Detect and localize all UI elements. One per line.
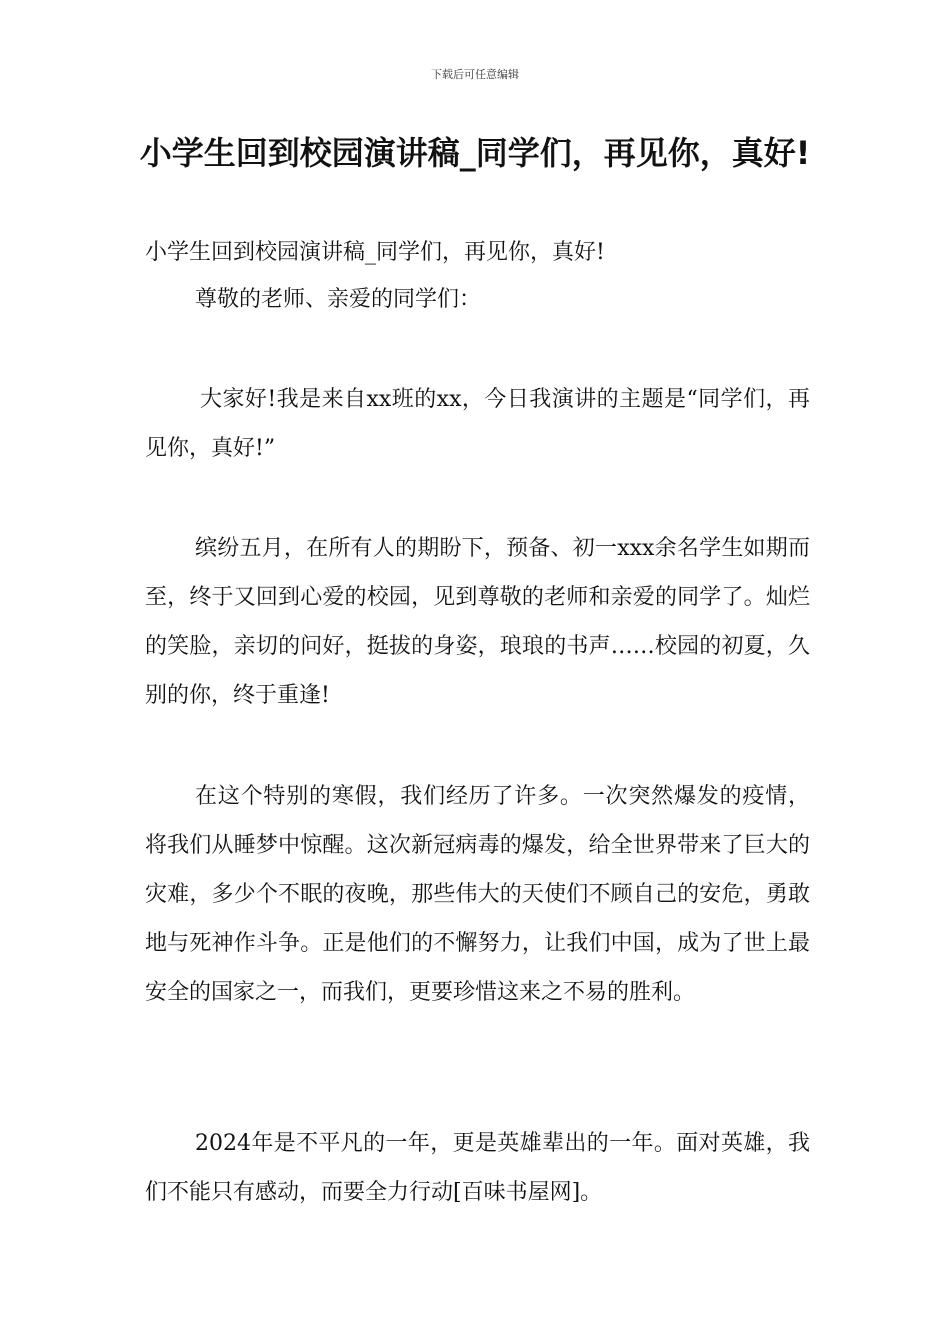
subtitle-line: 小学生回到校园演讲稿_同学们，再见你，真好! [145, 240, 605, 265]
greeting-line: 尊敬的老师、亲爱的同学们： [195, 287, 482, 312]
paragraph-1: 大家好!我是来自xx班的xx，今日我演讲的主题是“同学们，再见你，真好!” [145, 387, 810, 461]
paragraph-4: 2024年是不平凡的一年，更是英雄辈出的一年。面对英雄，我们不能只有感动，而要全力行动[百味书屋网]。 [145, 1131, 810, 1205]
paragraph-2: 缤纷五月，在所有人的期盼下，预备、初一xxx余名学生如期而至，终于又回到心爱的校园，见到尊敬的老师和亲爱的同学了。灿烂的笑脸，亲切的问好，挺拔的身姿，琅琅的书声……校园的初夏，久别的你，终于重逢! [145, 536, 810, 708]
paragraph-3: 在这个特别的寒假，我们经历了许多。一次突然爆发的疫情，将我们从睡梦中惊醒。这次新冠病毒的爆发，给全世界带来了巨大的灾难，多少个不眠的夜晚，那些伟大的天使们不顾自己的安危，勇敢地与死神作斗争。正是他们的不懈努力，让我们中国，成为了世上最安全的国家之一，而我们，更要珍惜这来之不易的胜利。 [145, 784, 810, 1005]
header-note: 下载后可任意编辑 [431, 68, 519, 81]
page-title: 小学生回到校园演讲稿_同学们，再见你，真好! [139, 134, 811, 172]
